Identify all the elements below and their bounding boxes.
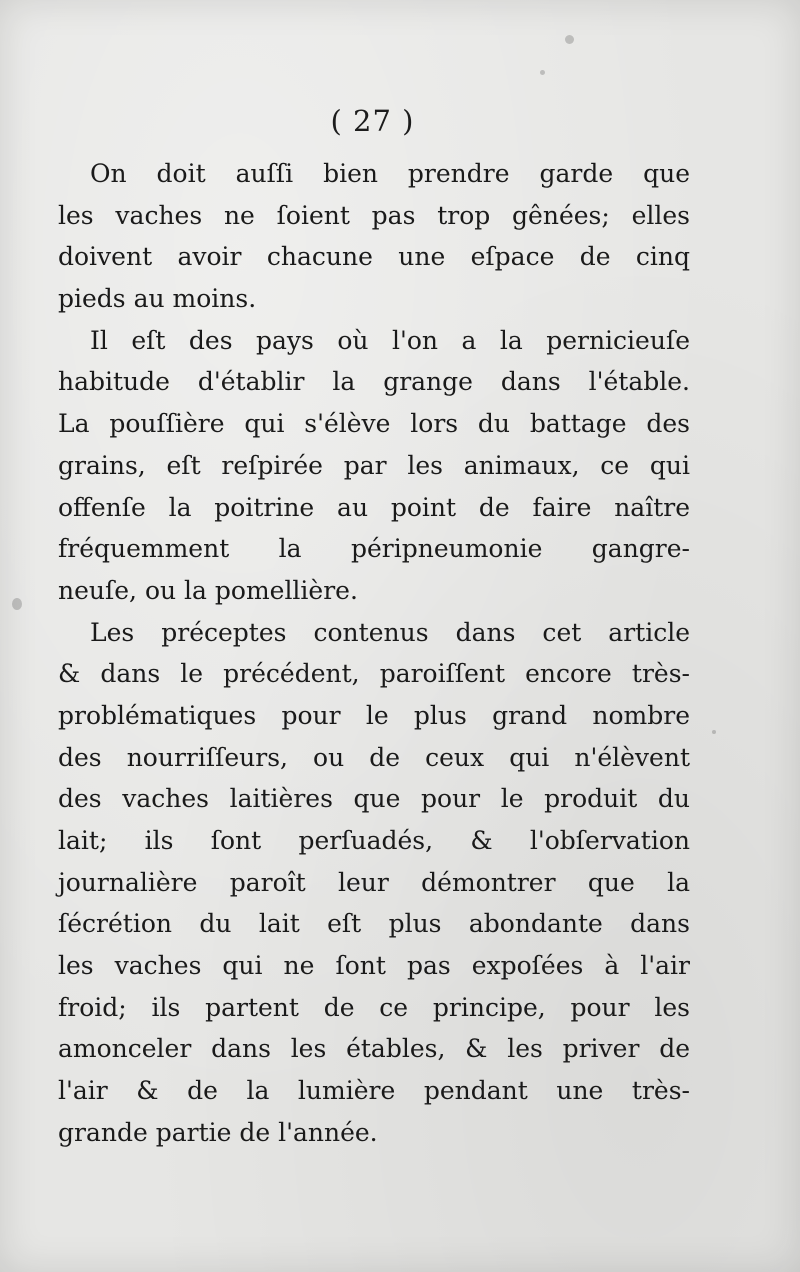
- text-line: Il eſt des pays où l'on a la pernicieuſe: [90, 325, 690, 355]
- paper-spot: [12, 598, 22, 610]
- text-line: les vaches qui ne ſont pas expoſées à l'air: [58, 951, 690, 981]
- text-line: les vaches ne ſoient pas trop gênées; elles: [58, 200, 690, 230]
- text-line: des nourriſſeurs, ou de ceux qui n'élèvent: [58, 742, 690, 772]
- text-line: grains, eſt reſpirée par les animaux, ce qui: [58, 450, 690, 480]
- body-text: [58, 153, 690, 1154]
- text-line: l'air & de la lumière pendant une très-: [58, 1076, 690, 1106]
- text-line: La pouſſière qui s'élève lors du battage des: [58, 409, 690, 439]
- paper-spot: [565, 35, 574, 44]
- paper-spot: [540, 70, 545, 75]
- text-line: amonceler dans les étables, & les priver de: [58, 1034, 690, 1064]
- text-line: fréquemment la péripneumonie gangre-: [58, 534, 690, 564]
- text-line: doivent avoir chacune une eſpace de cinq: [58, 242, 690, 272]
- text-line: habitude d'établir la grange dans l'étable.: [58, 367, 690, 397]
- text-line: lait; ils ſont perſuadés, & l'obſervation: [58, 826, 690, 855]
- text-line: On doit auſſi bien prendre garde que: [90, 159, 690, 188]
- text-line: pieds au moins.: [58, 284, 257, 314]
- text-line: ſécrétion du lait eſt plus abondante dans: [58, 909, 690, 939]
- text-line: & dans le précédent, paroiſſent encore très-: [58, 659, 690, 689]
- page-number: ( 27 ): [330, 104, 415, 138]
- paper-spot: [712, 730, 716, 734]
- text-line: problématiques pour le plus grand nombre: [58, 700, 690, 730]
- text-line: journalière paroît leur démontrer que la: [58, 867, 690, 897]
- text-line: neuſe, ou la pomellière.: [58, 575, 358, 605]
- text-line: des vaches laitières que pour le produit du: [58, 784, 690, 814]
- text-line: Les préceptes contenus dans cet article: [90, 617, 690, 647]
- text-line: grande partie de l'année.: [58, 1117, 378, 1147]
- text-line: froid; ils partent de ce principe, pour les: [58, 992, 690, 1022]
- text-line: offenſe la poitrine au point de faire naître: [58, 492, 690, 522]
